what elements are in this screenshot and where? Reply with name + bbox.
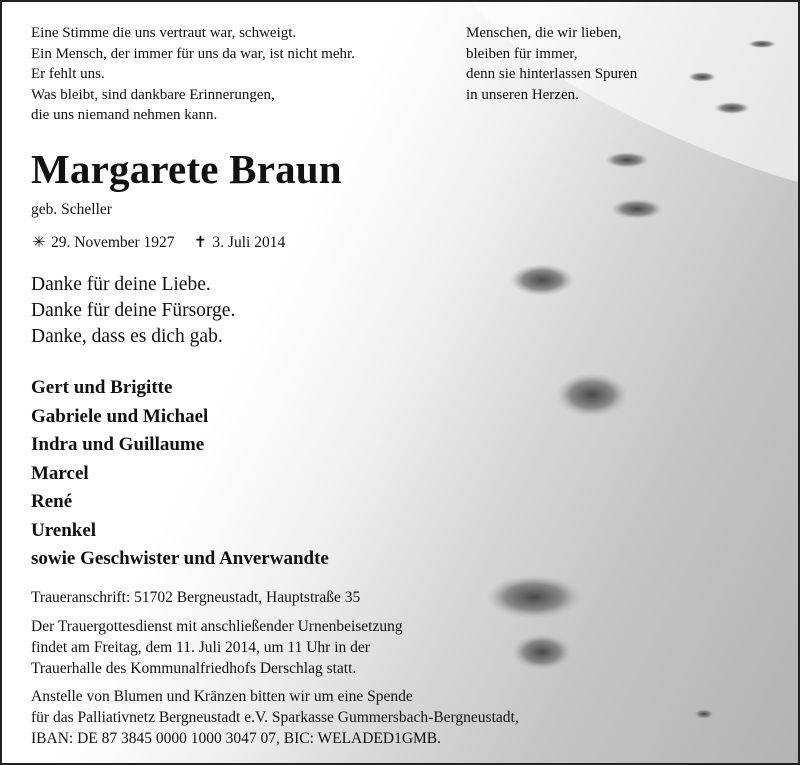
mourner-name: Urenkel xyxy=(31,519,97,541)
death-cross-icon: ✝ xyxy=(193,234,207,251)
mourners-list xyxy=(31,374,329,574)
maiden-name: geb. Scheller xyxy=(31,201,112,218)
mourning-address: Traueranschrift: 51702 Bergneustadt, Hauptstraße 35 xyxy=(31,589,361,606)
quote-right-line: Menschen, die wir lieben, xyxy=(466,25,622,41)
quote-right xyxy=(466,23,637,105)
quote-right-line: bleiben für immer, xyxy=(466,45,578,62)
quote-left-line: Er fehlt uns. xyxy=(31,66,105,82)
mourner-name: Gabriele und Michael xyxy=(31,405,209,427)
quote-right-line: in unseren Herzen. xyxy=(466,86,579,103)
quote-left-line: die uns niemand nehmen kann. xyxy=(31,107,218,123)
donation-line: Anstelle von Blumen und Kränzen bitten wir um eine Spende xyxy=(31,688,413,705)
thanks-line: Danke für deine Liebe. xyxy=(31,274,211,295)
thanks-line: Danke für deine Fürsorge. xyxy=(31,300,236,321)
quote-left xyxy=(31,23,355,126)
donation-line: IBAN: DE 87 3845 0000 1000 3047 07, BIC: WELADED1GMB. xyxy=(31,730,442,747)
mourner-name: sowie Geschwister und Anverwandte xyxy=(31,548,329,569)
life-dates xyxy=(31,233,285,252)
mourner-name: Indra und Guillaume xyxy=(31,434,205,455)
birth-star-icon: ✳ xyxy=(32,234,46,251)
service-line: Trauerhalle des Kommunalfriedhofs Derschlag statt. xyxy=(31,660,357,677)
quote-left-line: Ein Mensch, der immer für uns da war, ist nicht mehr. xyxy=(31,45,355,62)
quote-right-line: denn sie hinterlassen Spuren xyxy=(466,66,638,82)
service-line: findet am Freitag, dem 11. Juli 2014, um 11 Uhr in der xyxy=(31,639,370,656)
death-date: 3. Juli 2014 xyxy=(212,234,286,251)
quote-left-line: Eine Stimme die uns vertraut war, schweigt. xyxy=(31,25,297,41)
donation-info xyxy=(31,686,519,749)
service-line: Der Trauergottesdienst mit anschließender Urnenbeisetzung xyxy=(31,618,403,635)
mourner-name: Gert und Brigitte xyxy=(31,377,173,398)
donation-line: für das Palliativnetz Bergneustadt e.V. Sparkasse Gummersbach-Bergneustadt, xyxy=(31,709,519,726)
quote-left-line: Was bleibt, sind dankbare Erinnerungen, xyxy=(31,86,275,103)
birth-date: 29. November 1927 xyxy=(51,234,175,251)
funeral-service-info xyxy=(31,616,403,679)
thanks-block xyxy=(31,272,235,350)
mourner-name: Marcel xyxy=(31,462,89,484)
thanks-line: Danke, dass es dich gab. xyxy=(31,326,223,347)
deceased-name: Margarete Braun xyxy=(31,146,342,192)
mourner-name: René xyxy=(31,491,73,512)
